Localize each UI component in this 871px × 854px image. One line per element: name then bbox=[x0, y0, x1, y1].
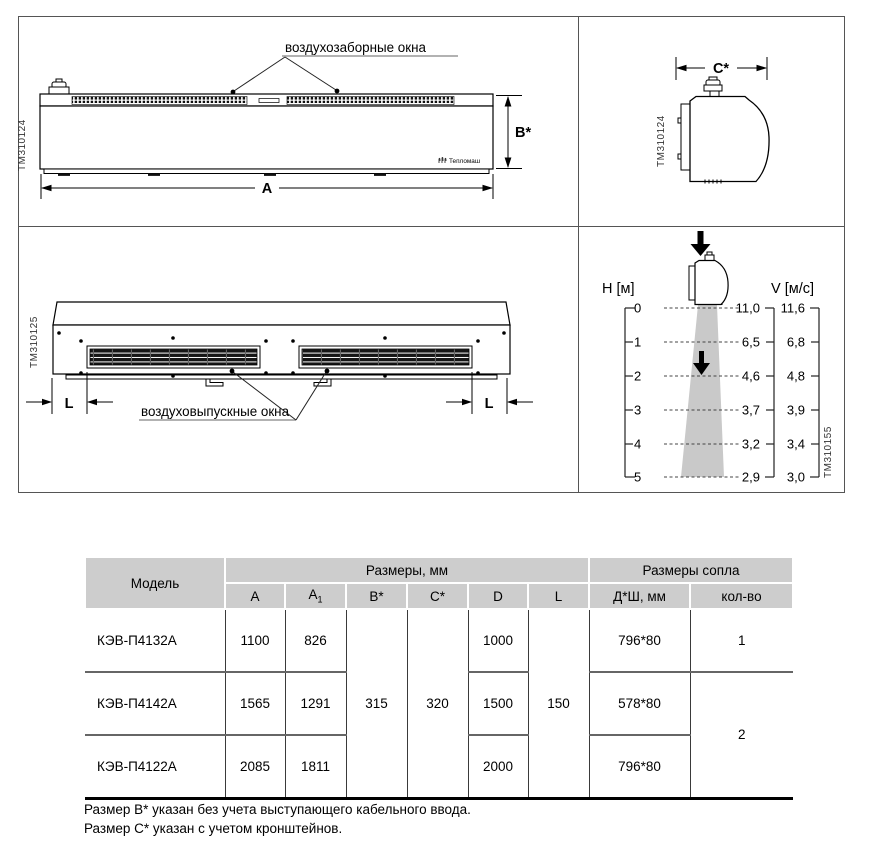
drawing-code-airflow: ТМ310155 bbox=[823, 426, 834, 478]
col-header-a: A bbox=[225, 583, 285, 609]
col-header-c: C* bbox=[407, 583, 468, 609]
v2-scale-bracket bbox=[810, 308, 819, 477]
height-axis-label: H [м] bbox=[602, 281, 635, 297]
cell-model: КЭВ-П4132А bbox=[85, 609, 225, 672]
drawing-code-bottom: ТМ310125 bbox=[29, 316, 40, 368]
v1-value: 6,5 bbox=[741, 334, 760, 350]
panel-bottom-view bbox=[18, 226, 578, 493]
cable-gland bbox=[49, 79, 69, 94]
drawing-code-front: ТМ310124 bbox=[18, 119, 28, 171]
intake-grille-right bbox=[287, 97, 454, 105]
cell-dw: 796*80 bbox=[589, 735, 690, 798]
brand-logo-text: Тепломаш bbox=[449, 158, 480, 165]
cell-b-shared: 315 bbox=[346, 609, 407, 798]
cell-a: 1565 bbox=[225, 672, 285, 735]
device-bottom-outline bbox=[53, 302, 510, 386]
col-group-dimensions: Размеры, мм bbox=[225, 557, 589, 583]
table-row bbox=[85, 609, 793, 672]
v2-value: 6,8 bbox=[786, 334, 805, 350]
airflow-diagram bbox=[578, 226, 845, 493]
h-value: 0 bbox=[634, 300, 642, 316]
h-value: 2 bbox=[634, 368, 642, 384]
device-outline bbox=[40, 94, 493, 176]
cell-a1: 1291 bbox=[285, 672, 346, 735]
v1-value: 2,9 bbox=[741, 469, 760, 485]
v2-value: 3,0 bbox=[786, 469, 805, 485]
v1-scale-bracket bbox=[765, 308, 774, 477]
cell-a: 2085 bbox=[225, 735, 285, 798]
device-silhouette bbox=[689, 252, 728, 305]
col-header-qty: кол-во bbox=[690, 583, 793, 609]
col-header-l: L bbox=[528, 583, 589, 609]
velocity-axis-label: V [м/с] bbox=[771, 281, 815, 297]
front-view-drawing bbox=[18, 16, 578, 226]
intake-windows-label: воздухозаборные окна bbox=[285, 40, 426, 55]
col-header-model: Модель bbox=[85, 557, 225, 609]
spec-table bbox=[84, 556, 794, 800]
side-view-drawing bbox=[578, 16, 845, 226]
note-line-1: Размер В* указан без учета выступающего кабельного ввода. bbox=[84, 802, 471, 817]
h-value: 1 bbox=[634, 334, 642, 350]
col-header-d: D bbox=[468, 583, 528, 609]
v1-value: 3,7 bbox=[741, 402, 760, 418]
h-value: 3 bbox=[634, 402, 642, 418]
dimension-a bbox=[41, 174, 493, 199]
panel-front-view bbox=[18, 16, 578, 226]
v2-scale-values bbox=[781, 301, 805, 485]
cell-d: 2000 bbox=[468, 735, 528, 798]
v2-value: 11,6 bbox=[780, 300, 805, 316]
v1-value: 11,0 bbox=[735, 300, 760, 316]
dim-b-label: B* bbox=[515, 125, 532, 141]
cell-a1: 826 bbox=[285, 609, 346, 672]
col-group-nozzle: Размеры сопла bbox=[589, 557, 793, 583]
col-header-a1 bbox=[285, 583, 346, 609]
cell-l-shared: 150 bbox=[528, 609, 589, 798]
outlet-windows-label: воздуховыпускные окна bbox=[141, 404, 290, 419]
outlet-grille-right bbox=[299, 346, 472, 368]
cell-dw: 796*80 bbox=[589, 609, 690, 672]
v2-value: 4,8 bbox=[786, 368, 805, 384]
dim-c-label: C* bbox=[712, 61, 730, 77]
panel-side-view bbox=[578, 16, 845, 226]
drawing-code-side: ТМ310124 bbox=[656, 115, 667, 167]
cell-dw: 578*80 bbox=[589, 672, 690, 735]
footnotes bbox=[84, 800, 804, 838]
device-profile bbox=[678, 77, 769, 184]
dim-l-left-label: L bbox=[64, 396, 74, 412]
v1-value: 3,2 bbox=[741, 436, 760, 452]
cell-c-shared: 320 bbox=[407, 609, 468, 798]
v1-scale-values bbox=[736, 301, 760, 485]
airflow-cone bbox=[681, 305, 724, 477]
outlet-grille-left bbox=[87, 346, 260, 368]
v2-value: 3,9 bbox=[786, 402, 805, 418]
v1-value: 4,6 bbox=[741, 368, 760, 384]
dimension-b bbox=[496, 96, 531, 169]
cell-model: КЭВ-П4142А bbox=[85, 672, 225, 735]
h-value: 5 bbox=[634, 469, 642, 485]
cell-model: КЭВ-П4122А bbox=[85, 735, 225, 798]
cell-a: 1100 bbox=[225, 609, 285, 672]
cell-qty-shared: 2 bbox=[690, 672, 793, 798]
dimension-c bbox=[676, 57, 767, 80]
cell-a1: 1811 bbox=[285, 735, 346, 798]
a1-subscript: 1 bbox=[317, 594, 323, 605]
h-scale-bracket bbox=[625, 308, 635, 477]
intake-grille-left bbox=[72, 97, 247, 105]
dim-a-label: A bbox=[261, 181, 273, 197]
h-value: 4 bbox=[634, 436, 642, 452]
intake-windows-callout bbox=[231, 40, 458, 94]
dim-l-right-label: L bbox=[484, 396, 494, 412]
col-header-dw: Д*Ш, мм bbox=[589, 583, 690, 609]
cell-d: 1500 bbox=[468, 672, 528, 735]
a1-base: A bbox=[308, 587, 318, 603]
panel-airflow-diagram bbox=[578, 226, 845, 493]
cell-d: 1000 bbox=[468, 609, 528, 672]
h-scale-values bbox=[634, 301, 641, 485]
bottom-view-drawing bbox=[18, 226, 578, 493]
cell-qty: 1 bbox=[690, 609, 793, 672]
col-header-b: B* bbox=[346, 583, 407, 609]
note-line-2: Размер С* указан с учетом кронштейнов. bbox=[84, 821, 343, 836]
v2-value: 3,4 bbox=[786, 436, 805, 452]
